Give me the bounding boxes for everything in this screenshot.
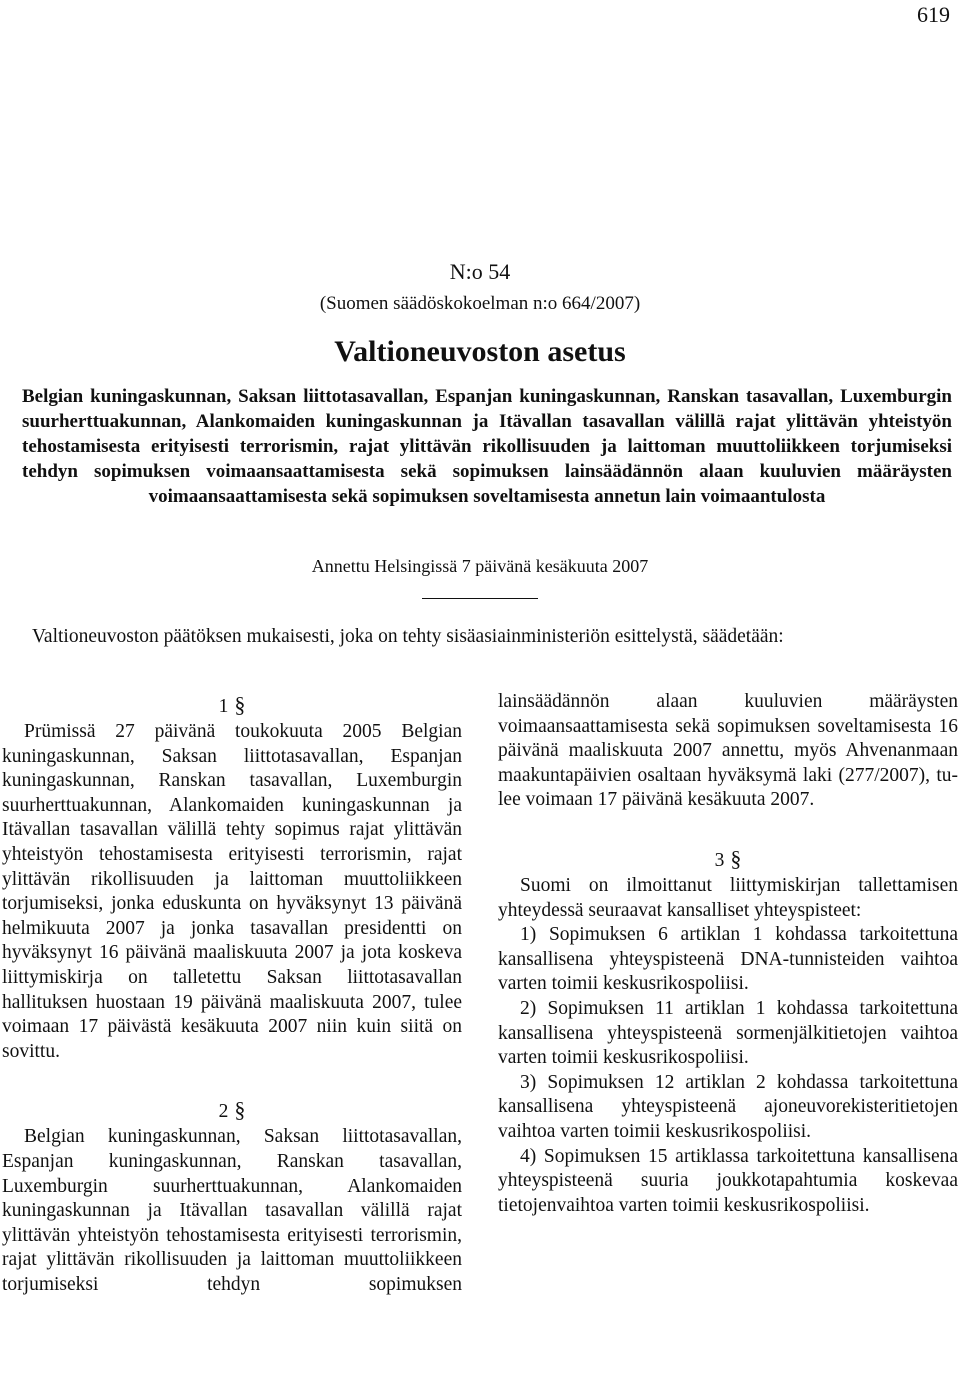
right-column bbox=[498, 690, 958, 1218]
section-1-heading bbox=[2, 690, 462, 720]
section-symbol: § bbox=[234, 692, 246, 717]
divider-rule bbox=[422, 598, 538, 599]
decree-subtitle: Belgian kuningaskunnan, Saksan liittotasavallan, Espanjan kuningaskunnan, Ranskan tasavallan, Luxemburgin suurherttuakunnan, Alankomaiden kuningaskunnan ja Itävallan tasavallan välillä rajat ylittävän yhteistyön tehostamisesta erityisesti terrorismin, rajat ylittävän rikollisuuden ja laittoman muuttoliikkeen torjumiseksi tehdyn sopimuksen voimaansaattamisesta sekä sopimuksen lainsäädännön alaan kuuluvien määräysten voimaansaattamisesta sekä sopimuksen soveltamisesta annetun lain voimaantulosta bbox=[22, 386, 952, 507]
intro-paragraph: Valtioneuvoston päätöksen mukaisesti, joka on tehty sisäasiainministeriön esittelystä, säädetään: bbox=[32, 626, 784, 647]
section-2-number: 2 bbox=[218, 1101, 229, 1123]
section-3-text: Suomi on ilmoittanut liittymiskirjan tallettamisen yhteydessä seuraavat kansalliset yhteyspisteet: bbox=[498, 874, 958, 921]
given-date: Annettu Helsingissä 7 päivänä kesäkuuta 2007 bbox=[311, 556, 649, 576]
section-1-number: 1 bbox=[218, 696, 229, 717]
page-number: 619 bbox=[917, 2, 950, 27]
section-symbol: § bbox=[730, 845, 742, 871]
page-title: Valtioneuvoston asetus bbox=[334, 335, 626, 368]
section-3-heading bbox=[498, 844, 958, 874]
section-2-text-right: lainsäädännön alaan kuuluvien määräysten voimaansaattamisesta sekä sopimuksen soveltamisesta 16 päivänä maaliskuuta 2007 annettu, myös Ahvenanmaan maakuntapäivien osaltaan hyväksymä laki (277/2007), tulee voimaan 17 päivänä kesäkuuta 2007. bbox=[498, 691, 958, 811]
section-3-item: 3) Sopimuksen 12 artiklan 2 kohdassa tarkoitettuna kansallisena yhteyspisteenä ajoneuvorekisteritietojen vaihtoa varten toimii keskusrikospoliisi. bbox=[498, 1071, 958, 1142]
statute-source: (Suomen säädöskokoelman n:o 664/2007) bbox=[319, 293, 641, 314]
spacer bbox=[2, 1064, 462, 1095]
section-3-number: 3 bbox=[714, 849, 725, 871]
section-2-heading bbox=[2, 1095, 462, 1125]
section-1-text: Prümissä 27 päivänä toukokuuta 2005 Belgian kuningaskunnan, Saksan liittotasavallan, Espanjan kuningaskunnan, Ranskan tasavallan, Luxemburgin suurherttuakunnan, Alankomaiden kuningaskunnan ja Itävallan tasavallan välillä tehty sopimus rajat ylittävän yhteistyön tehostamisesta erityisesti terrorismin, rajat ylittävän rikollisuuden ja laittoman muuttoliikkeen torjumiseksi, jonka eduskunta on hyväksynyt 13 päivänä helmikuuta 2007 ja jonka tasavallan presidentti on hyväksynyt 16 päivänä maaliskuuta 2007 ja jota koskeva liittymiskirja on talletettu Saksan liittotasavallan hallituksen huostaan 19 päivänä maaliskuuta 2007, tulee voimaan 17 päivästä kesäkuuta 2007 niin kuin siitä on sovittu. bbox=[2, 721, 462, 1062]
section-3-item: 4) Sopimuksen 15 artiklassa tarkoitettuna kansallisena yhteyspisteenä suuria joukkotapahtumia koskevaa tietojenvaihtoa varten toimii keskusrikospoliisi. bbox=[498, 1145, 958, 1216]
section-2-text-left: Belgian kuningaskunnan, Saksan liittotasavallan, Espanjan kuningaskunnan, Ranskan tasavallan, Luxemburgin suurherttuakunnan, Alankomaiden kuningaskunnan ja Itävallan tasavallan välillä rajat ylittävän yhteistyön tehostamisesta erityisesti terrorismin, rajat ylittävän rikollisuuden ja laittoman muuttoliikkeen torjumiseksi tehdyn sopimuksen bbox=[2, 1126, 462, 1295]
spacer bbox=[498, 813, 958, 844]
section-3-item: 1) Sopimuksen 6 artiklan 1 kohdassa tarkoitettuna kansallisena yhteyspisteenä DNA-tunnisteiden vaihtoa varten toimii keskusrikospoliisi. bbox=[498, 924, 958, 995]
section-symbol: § bbox=[234, 1097, 246, 1123]
section-3-item: 2) Sopimuksen 11 artiklan 1 kohdassa tarkoitettuna kansallisena yhteyspisteenä sormenjälkitietojen vaihtoa varten toimii keskusrikospoliisi. bbox=[498, 997, 958, 1069]
left-column bbox=[2, 690, 462, 1297]
statute-number: N:o 54 bbox=[449, 259, 511, 284]
